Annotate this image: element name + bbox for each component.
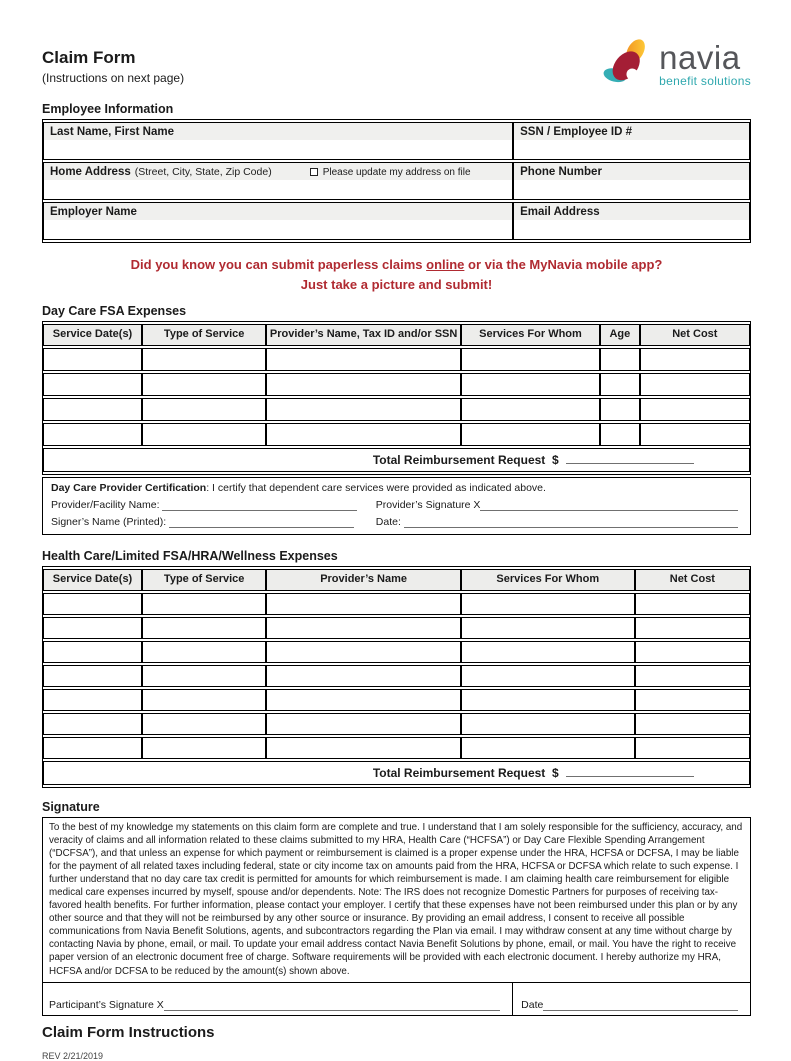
table-row (43, 689, 750, 711)
instructions-heading: Claim Form Instructions (42, 1023, 215, 1041)
checkbox-icon[interactable] (310, 168, 318, 176)
table-row (43, 593, 750, 615)
healthcare-total (43, 761, 750, 785)
certification-row (51, 516, 742, 528)
daycare-certification (42, 477, 751, 535)
update-address-label: Please update my address on file (322, 166, 471, 178)
certification-text: : I certify that dependent care services were provided as indicated above. (206, 481, 546, 494)
promo-text: Did you know you can submit paperless claims (130, 257, 427, 272)
empty-cell[interactable] (43, 665, 142, 687)
empty-cell[interactable] (635, 737, 750, 759)
table-row (43, 641, 750, 663)
table-row (43, 423, 750, 446)
ssn-field[interactable] (513, 122, 750, 160)
daycare-total-input[interactable] (566, 454, 694, 464)
empty-cell[interactable] (43, 713, 142, 735)
total-label: Total Reimbursement Request (372, 765, 546, 780)
column-header: Type of Service (142, 324, 266, 346)
email-label: Email Address (520, 206, 600, 218)
empty-cell[interactable] (142, 617, 266, 639)
revision-date: REV 2/21/2019 (42, 1050, 104, 1061)
empty-cell[interactable] (266, 689, 460, 711)
total-label: Total Reimbursement Request (372, 452, 546, 467)
empty-cell[interactable] (266, 617, 460, 639)
empty-cell[interactable] (266, 641, 460, 663)
empty-cell[interactable] (266, 348, 460, 371)
empty-cell[interactable] (43, 617, 142, 639)
daycare-heading: Day Care FSA Expenses (42, 304, 187, 318)
logo-tagline: benefit solutions (659, 74, 751, 88)
empty-cell[interactable] (600, 423, 640, 446)
empty-cell[interactable] (142, 665, 266, 687)
certification-title: Day Care Provider Certification (51, 481, 207, 494)
table-row (43, 162, 750, 200)
participant-signature-input[interactable] (164, 1001, 500, 1011)
empty-cell[interactable] (640, 398, 750, 421)
empty-cell[interactable] (461, 641, 635, 663)
empty-cell[interactable] (461, 593, 635, 615)
paperless-promo (42, 255, 751, 294)
table-row (43, 122, 750, 160)
empty-cell[interactable] (635, 713, 750, 735)
table-row (43, 348, 750, 371)
provider-signature-label: Provider’s Signature X (375, 498, 481, 511)
empty-cell[interactable] (43, 398, 142, 421)
empty-cell[interactable] (461, 713, 635, 735)
signature-box (42, 817, 751, 1016)
empty-cell[interactable] (266, 737, 460, 759)
empty-cell[interactable] (461, 737, 635, 759)
empty-cell[interactable] (43, 641, 142, 663)
update-address-option[interactable] (310, 167, 471, 178)
empty-cell[interactable] (635, 593, 750, 615)
empty-cell[interactable] (43, 593, 142, 615)
table-row (43, 373, 750, 396)
column-header: Type of Service (142, 569, 266, 591)
empty-cell[interactable] (43, 373, 142, 396)
daycare-table (42, 321, 751, 475)
last-name-label: Last Name, First Name (50, 126, 174, 138)
empty-cell[interactable] (142, 689, 266, 711)
empty-cell[interactable] (266, 398, 460, 421)
empty-cell[interactable] (266, 373, 460, 396)
legal-text: To the best of my knowledge my statements on this claim form are complete and true. I understand that I am solely responsible for the sufficiency, accuracy, and veracity of claims and all information related to these claims submitted to my HRA, Health Care (“HCFSA”) or Day Care Flexible Spending Arrangement (“DCFSA”), and that unless an expense for which payment or reimbursement is claimed is a proper expense under the HRA, HCFSA or DCFSA, I may be liable for the payment of all related taxes including federal, state or city income tax on amounts paid from the HRA, HCFSA or DCFSA which relate to such expense. I further understand that no day care tax credit is permitted for amounts for which reimbursement is made. I am claiming health care reimbursement for eligible medical care expenses incurred by myself, spouse and/or dependents. Note: The IRS does not recognize Domestic Partners for purposes of receiving tax-favored health benefits. For further information, please contact your employer. I certify that these expenses have not been reimbursed under this plan or by any other source and that they will not be reimbursed by any other source or insurance. By providing an email address, I consent to receive all possible communications from Navia Benefit Solutions, agents, and subcontractors regarding the Plan via email. I may withdraw consent at any time without charge by contacting Navia by phone, email, or mail. To update your email address contact Navia Benefit Solutions by phone, email, or mail. You have the right to receive paper version of an electronic document free of charge. Software requirements will be provided with each electronic document. I hereby authorize my HRA, HCFSA and/or DCFSA to be reduced by the amount(s) shown above. (49, 821, 743, 977)
online-link[interactable]: online (426, 257, 465, 272)
title-block (42, 34, 184, 85)
certification-statement (51, 482, 742, 494)
column-header: Provider’s Name, Tax ID and/or SSN (266, 324, 460, 346)
logo-text (659, 41, 751, 87)
empty-cell[interactable] (142, 373, 266, 396)
healthcare-total-input[interactable] (566, 767, 694, 777)
empty-cell[interactable] (142, 348, 266, 371)
home-address-note: (Street, City, State, Zip Code) (134, 166, 272, 178)
empty-cell[interactable] (142, 398, 266, 421)
provider-signature-input[interactable] (480, 501, 738, 511)
email-field[interactable] (513, 202, 750, 240)
signature-heading: Signature (42, 799, 100, 814)
empty-cell[interactable] (600, 348, 640, 371)
promo-text: or via the MyNavia mobile app? (464, 257, 663, 272)
healthcare-total-row (43, 761, 750, 785)
empty-cell[interactable] (266, 665, 460, 687)
promo-line2: Just take a picture and submit! (300, 276, 493, 292)
empty-cell[interactable] (635, 641, 750, 663)
empty-cell[interactable] (461, 665, 635, 687)
table-row (43, 737, 750, 759)
daycare-header-row (43, 324, 750, 346)
participant-signature-label: Participant’s Signature X (49, 998, 164, 1011)
column-header: Provider’s Name (266, 569, 460, 591)
empty-cell[interactable] (43, 737, 142, 759)
healthcare-heading: Health Care/Limited FSA/HRA/Wellness Expenses (42, 548, 338, 563)
daycare-total-row (43, 448, 750, 472)
page-subtitle: (Instructions on next page) (42, 71, 185, 85)
empty-cell[interactable] (461, 689, 635, 711)
signature-date-label: Date (521, 998, 544, 1011)
date-label: Date: (375, 515, 401, 528)
provider-name-label: Provider/Facility Name: (51, 498, 160, 511)
empty-cell[interactable] (142, 423, 266, 446)
empty-cell[interactable] (600, 398, 640, 421)
phone-label: Phone Number (520, 166, 602, 178)
empty-cell[interactable] (461, 423, 600, 446)
empty-cell[interactable] (142, 737, 266, 759)
header (42, 34, 751, 92)
column-header: Net Cost (635, 569, 750, 591)
empty-cell[interactable] (266, 423, 460, 446)
healthcare-header-row (43, 569, 750, 591)
navia-flower-icon (601, 36, 657, 92)
empty-cell[interactable] (640, 373, 750, 396)
empty-cell[interactable] (266, 593, 460, 615)
employee-info-table (42, 119, 751, 243)
employer-label: Employer Name (50, 206, 137, 218)
signer-name-label: Signer’s Name (Printed): (51, 515, 167, 528)
column-header: Services For Whom (461, 569, 635, 591)
daycare-total (43, 448, 750, 472)
empty-cell[interactable] (461, 617, 635, 639)
provider-name-input[interactable] (162, 501, 357, 511)
ssn-label: SSN / Employee ID # (520, 126, 632, 138)
column-header: Net Cost (640, 324, 750, 346)
column-header: Service Date(s) (43, 569, 142, 591)
currency-symbol: $ (551, 765, 559, 780)
empty-cell[interactable] (635, 617, 750, 639)
column-header: Service Date(s) (43, 324, 142, 346)
empty-cell[interactable] (635, 689, 750, 711)
table-row (43, 617, 750, 639)
phone-field[interactable] (513, 162, 750, 200)
home-address-field[interactable] (43, 162, 513, 200)
empty-cell[interactable] (635, 665, 750, 687)
promo-line1 (42, 255, 751, 275)
empty-cell[interactable] (43, 689, 142, 711)
certification-date-input[interactable] (404, 518, 738, 528)
certification-row (51, 499, 742, 511)
logo-wordmark: navia (659, 39, 741, 76)
currency-symbol: $ (551, 452, 559, 467)
empty-cell[interactable] (600, 373, 640, 396)
empty-cell[interactable] (142, 713, 266, 735)
column-header: Services For Whom (461, 324, 600, 346)
empty-cell[interactable] (43, 348, 142, 371)
empty-cell[interactable] (461, 398, 600, 421)
empty-cell[interactable] (43, 423, 142, 446)
employer-field[interactable] (43, 202, 513, 240)
empty-cell[interactable] (142, 641, 266, 663)
table-row (43, 398, 750, 421)
employee-info-heading: Employee Information (42, 102, 174, 116)
page-title: Claim Form (42, 48, 136, 67)
navia-logo (601, 36, 751, 92)
empty-cell[interactable] (142, 593, 266, 615)
column-header: Age (600, 324, 640, 346)
empty-cell[interactable] (640, 423, 750, 446)
table-row (43, 713, 750, 735)
empty-cell[interactable] (461, 348, 600, 371)
signer-name-input[interactable] (169, 518, 354, 528)
signature-row (43, 982, 750, 1015)
empty-cell[interactable] (461, 373, 600, 396)
empty-cell[interactable] (640, 348, 750, 371)
signature-date-input[interactable] (543, 1001, 738, 1011)
empty-cell[interactable] (266, 713, 460, 735)
table-row (43, 202, 750, 240)
table-row (43, 665, 750, 687)
home-address-label: Home Address (50, 166, 131, 178)
last-name-field[interactable] (43, 122, 513, 160)
healthcare-table (42, 566, 751, 788)
